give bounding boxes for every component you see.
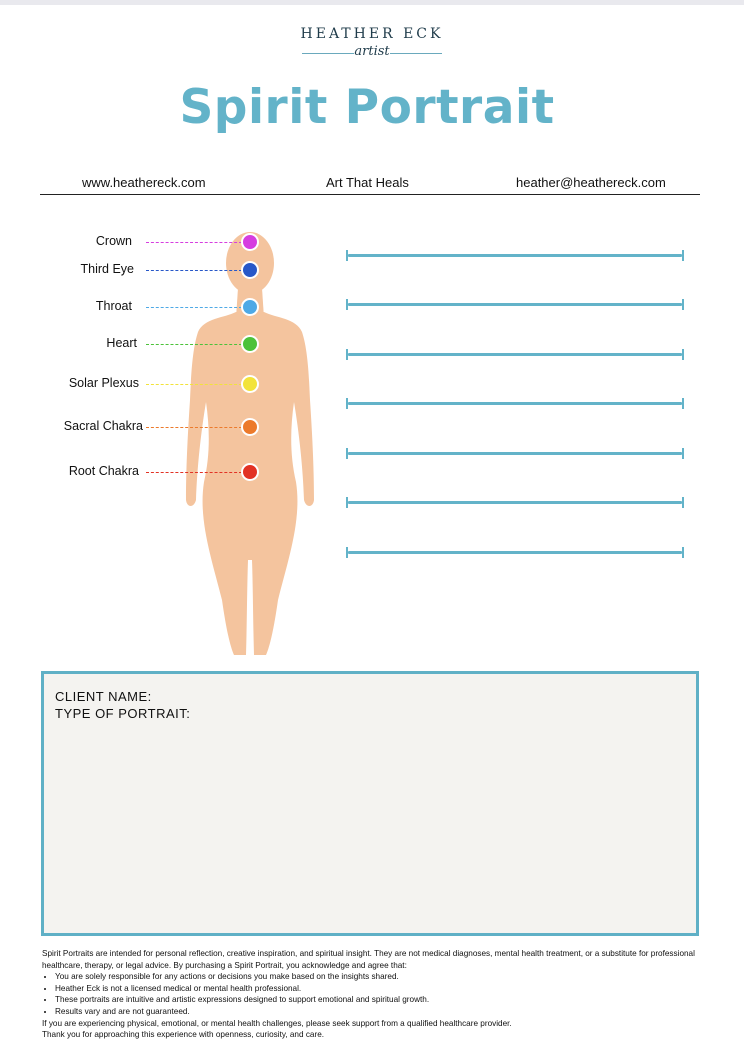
answer-line-cap [682, 299, 684, 310]
chakra-label-solar-plexus: Solar Plexus [68, 376, 139, 390]
chakra-label-throat: Throat [95, 299, 132, 313]
answer-line [346, 497, 684, 509]
answer-line-bar [348, 551, 682, 554]
chakra-dot-icon [241, 261, 259, 279]
disclaimer-thanks: Thank you for approaching this experience with openness, curiosity, and care. [42, 1030, 325, 1040]
email-text: heather@heathereck.com [516, 175, 666, 190]
logo-subtitle: artist [354, 44, 390, 59]
chakra-label-root-chakra: Root Chakra [68, 464, 139, 478]
disclaimer-item: • These portraits are intuitive and artistic expressions designed to support emotional and spiritual growth. [55, 994, 702, 1006]
answer-line-bar [348, 402, 682, 405]
answer-line-cap [682, 448, 684, 459]
answer-line [346, 250, 684, 262]
answer-line-bar [348, 353, 682, 356]
page-title: Spirit Portrait [179, 80, 555, 135]
chakra-dot-icon [241, 375, 259, 393]
answer-line [346, 547, 684, 559]
chakra-label-crown: Crown [95, 234, 132, 248]
answer-line-bar [348, 303, 682, 306]
client-name-label: CLIENT NAME: [55, 689, 152, 704]
answer-line [346, 398, 684, 410]
website-text: www.heathereck.com [82, 175, 206, 190]
disclaimer-list [42, 971, 702, 1017]
chakra-dot-icon [241, 418, 259, 436]
answer-line-cap [682, 547, 684, 558]
answer-line-cap [682, 349, 684, 360]
chakra-label-third-eye: Third Eye [80, 262, 134, 276]
client-box [41, 671, 699, 936]
answer-line [346, 349, 684, 361]
chakra-connector [146, 384, 242, 385]
chakra-connector [146, 344, 242, 345]
chakra-connector [146, 242, 242, 243]
disclaimer-item: • Heather Eck is not a licensed medical or mental health professional. [55, 983, 702, 995]
answer-line-bar [348, 452, 682, 455]
chakra-connector [146, 427, 242, 428]
chakra-dot-icon [241, 335, 259, 353]
answer-line-bar [348, 501, 682, 504]
chakra-label-heart: Heart [106, 336, 137, 350]
disclaimer-item: • You are solely responsible for any actions or decisions you make based on the insights shared. [55, 971, 702, 983]
answer-line-bar [348, 254, 682, 257]
disclaimer-item: • Results vary and are not guaranteed. [55, 1006, 702, 1018]
chakra-dot-icon [241, 233, 259, 251]
tagline-text: Art That Heals [326, 175, 409, 190]
answer-line [346, 299, 684, 311]
answer-line-cap [682, 250, 684, 261]
chakra-label-sacral-chakra: Sacral Chakra [63, 419, 143, 433]
answer-line-cap [682, 497, 684, 508]
answer-line [346, 448, 684, 460]
disclaimer-support: If you are experiencing physical, emotional, or mental health challenges, please seek support from a qualified healthcare provider. [42, 1018, 512, 1028]
logo-name: HEATHER ECK [300, 26, 444, 42]
chakra-connector [146, 307, 242, 308]
chakra-connector [146, 472, 242, 473]
portrait-type-label: TYPE OF PORTRAIT: [55, 706, 191, 721]
disclaimer-intro: Spirit Portraits are intended for personal reflection, creative inspiration, and spiritual insight. They are not medical diagnoses, mental health treatment, or a substitute for professional healthcare, therapy, or legal advice. By purchasing a Spirit Portrait, you acknowledge and agree that: [42, 949, 695, 970]
disclaimer [42, 948, 702, 1041]
chakra-connector [146, 270, 242, 271]
chakra-dot-icon [241, 463, 259, 481]
answer-line-cap [682, 398, 684, 409]
chakra-dot-icon [241, 298, 259, 316]
